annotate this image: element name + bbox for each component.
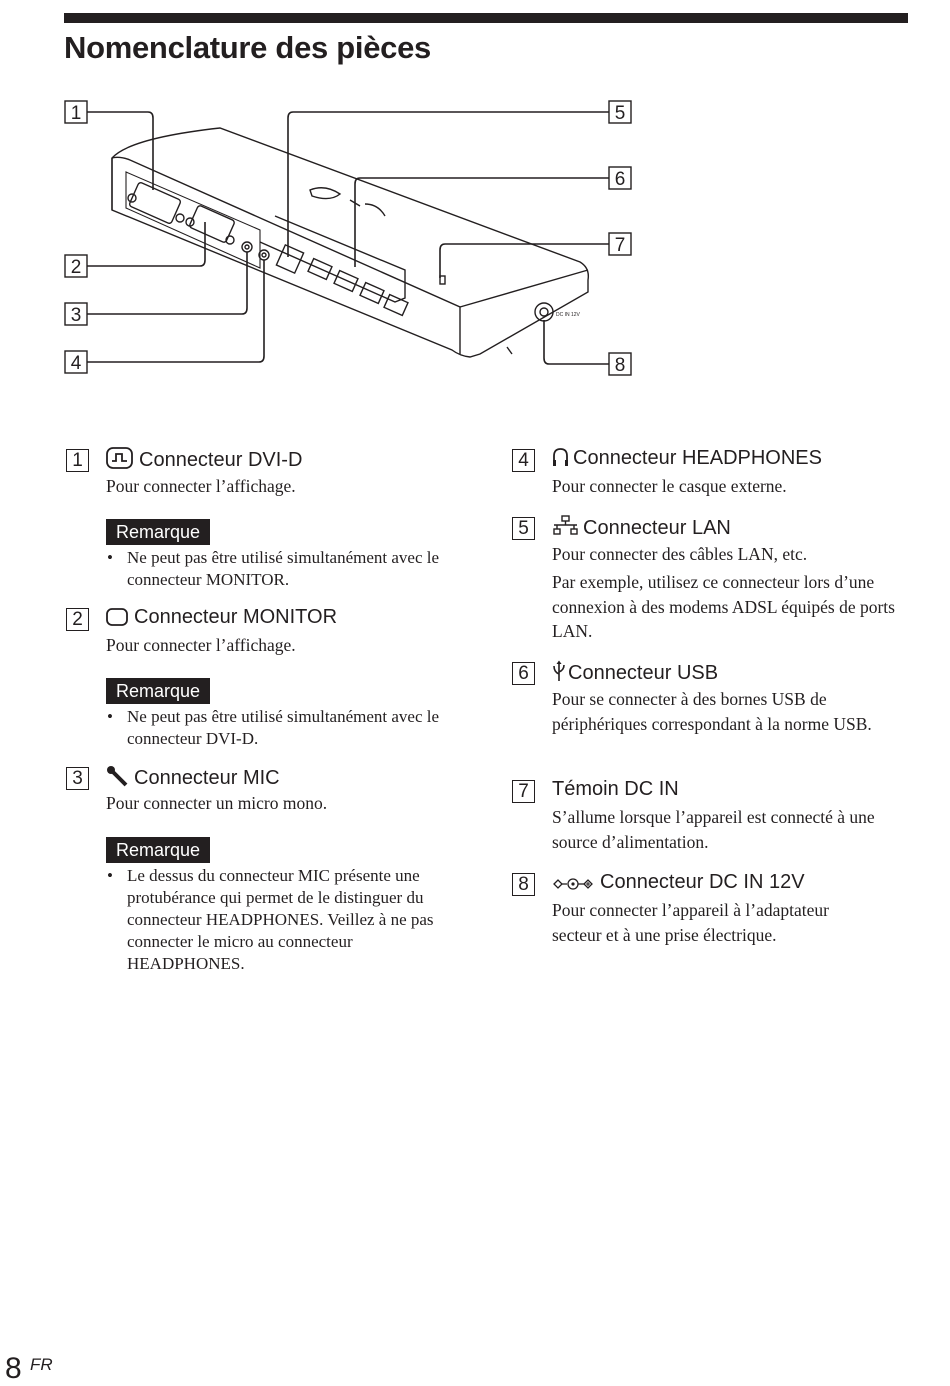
dc-in-12v-heading bbox=[552, 871, 805, 897]
headphones-heading bbox=[552, 447, 822, 473]
headphones-icon bbox=[552, 447, 569, 473]
note-1 bbox=[107, 547, 467, 591]
lan-icon bbox=[552, 515, 579, 543]
device-diagram bbox=[60, 92, 650, 392]
dc-in-12v-heading-text: Connecteur DC IN 12V bbox=[600, 871, 805, 893]
note-2 bbox=[107, 706, 467, 750]
top-rule bbox=[64, 13, 908, 23]
item-number-3: 3 bbox=[66, 767, 89, 790]
callout-8 bbox=[609, 353, 631, 376]
page-title: Nomenclature des pièces bbox=[64, 30, 431, 65]
monitor-description: Pour connecter l’affichage. bbox=[106, 635, 296, 655]
usb-heading bbox=[552, 660, 718, 688]
svg-text:5: 5 bbox=[614, 103, 626, 124]
item-number-2: 2 bbox=[66, 608, 89, 631]
callout-2 bbox=[65, 255, 87, 278]
mic-description: Pour connecter un micro mono. bbox=[106, 793, 328, 813]
usb-icon bbox=[552, 660, 566, 688]
monitor-icon bbox=[106, 608, 128, 632]
item-number-1: 1 bbox=[66, 449, 89, 472]
lan-description-example: Par exemple, utilisez ce connecteur lors d’une connexion à des modems ADSL équipés de ports LAN. bbox=[552, 572, 895, 641]
mic-icon bbox=[106, 765, 128, 793]
callout-1 bbox=[65, 101, 87, 124]
lan-description: Pour connecter des câbles LAN, etc. bbox=[552, 544, 808, 564]
callout-6 bbox=[609, 167, 631, 190]
item-number-6: 6 bbox=[512, 662, 535, 685]
bullet-dot: • bbox=[107, 866, 113, 885]
usb-heading-text: Connecteur USB bbox=[568, 662, 719, 684]
note-label-2: Remarque bbox=[106, 678, 210, 704]
svg-text:3: 3 bbox=[70, 305, 82, 326]
item-number-5: 5 bbox=[512, 517, 535, 540]
monitor-heading-text: Connecteur MONITOR bbox=[134, 606, 338, 628]
note-label-1: Remarque bbox=[106, 519, 210, 545]
dc-in-indicator-heading: Témoin DC IN bbox=[552, 778, 679, 800]
mic-heading bbox=[106, 765, 280, 793]
item-number-7: 7 bbox=[512, 780, 535, 803]
callout-7 bbox=[609, 233, 631, 256]
dvi-d-description: Pour connecter l’affichage. bbox=[106, 476, 296, 496]
svg-text:2: 2 bbox=[70, 257, 82, 278]
bullet-dot: • bbox=[107, 548, 113, 567]
callout-4 bbox=[65, 351, 87, 374]
svg-text:6: 6 bbox=[614, 169, 626, 190]
item-number-8: 8 bbox=[512, 873, 535, 896]
callout-5 bbox=[609, 101, 631, 124]
dc-in-indicator-description: S’allume lorsque l’appareil est connecté à une source d’alimentation. bbox=[552, 807, 875, 852]
dvi-d-heading-text: Connecteur DVI-D bbox=[139, 449, 303, 471]
lan-heading bbox=[552, 515, 731, 543]
dc-polarity-icon bbox=[552, 874, 595, 897]
lan-heading-text: Connecteur LAN bbox=[583, 517, 731, 539]
svg-text:4: 4 bbox=[70, 353, 82, 374]
mic-heading-text: Connecteur MIC bbox=[134, 767, 280, 789]
item-number-4: 4 bbox=[512, 449, 535, 472]
dc-in-device-label: DC IN 12V bbox=[556, 312, 580, 318]
usb-description: Pour se connecter à des bornes USB de périphériques correspondant à la norme USB. bbox=[552, 689, 872, 734]
note-1-text: Ne peut pas être utilisé simultanément avec le connecteur MONITOR. bbox=[127, 548, 440, 589]
dvi-d-heading bbox=[106, 447, 302, 475]
page-language: FR bbox=[30, 1355, 53, 1374]
svg-text:1: 1 bbox=[70, 103, 82, 124]
svg-text:7: 7 bbox=[614, 235, 626, 256]
svg-text:8: 8 bbox=[614, 355, 626, 376]
dvi-icon bbox=[106, 447, 133, 475]
monitor-heading bbox=[106, 606, 337, 632]
dc-in-12v-description: Pour connecter l’appareil à l’adaptateur secteur et à une prise électrique. bbox=[552, 900, 829, 945]
note-label-3: Remarque bbox=[106, 837, 210, 863]
note-3-text: Le dessus du connecteur MIC présente une protubérance qui permet de le distinguer du connecteur HEADPHONES. Veillez à ne pas connecter le micro au connecteur HEADPHONES. bbox=[127, 866, 434, 973]
headphones-description: Pour connecter le casque externe. bbox=[552, 476, 787, 496]
note-3 bbox=[107, 865, 472, 975]
page-number: 8 bbox=[5, 1352, 22, 1385]
note-2-text: Ne peut pas être utilisé simultanément avec le connecteur DVI-D. bbox=[127, 707, 440, 748]
callout-3 bbox=[65, 303, 87, 326]
headphones-heading-text: Connecteur HEADPHONES bbox=[573, 447, 822, 469]
bullet-dot: • bbox=[107, 707, 113, 726]
